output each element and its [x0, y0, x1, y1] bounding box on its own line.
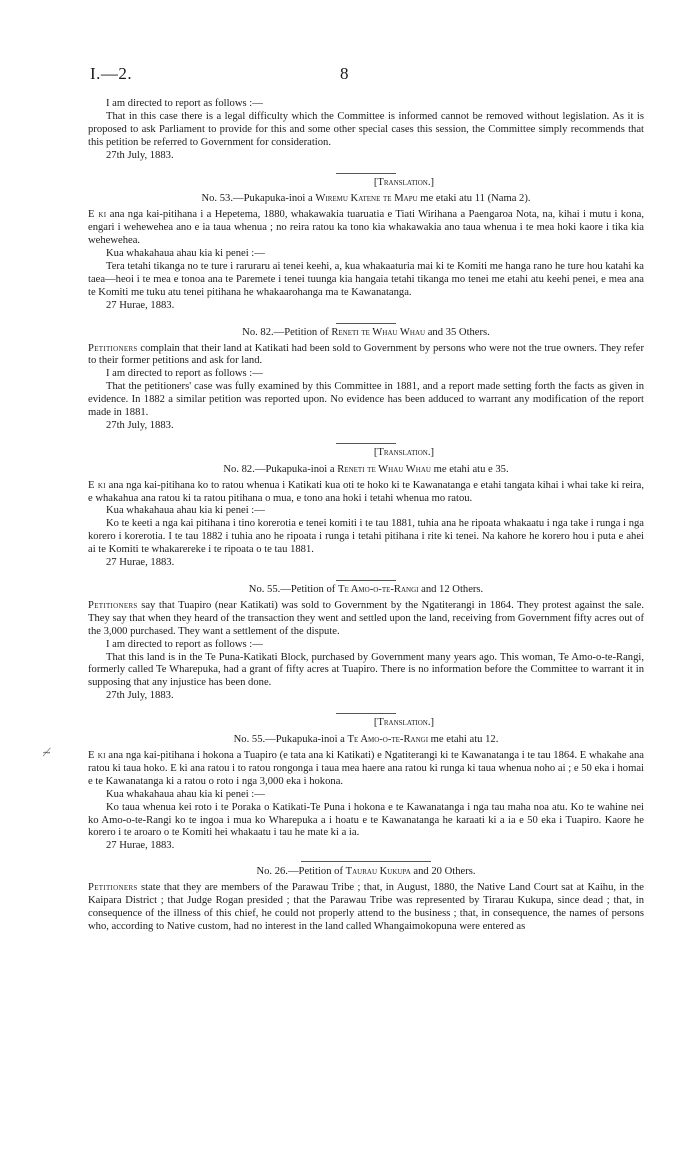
paragraph: [88, 368, 644, 381]
section-divider: [301, 861, 431, 862]
section-divider: [336, 173, 396, 174]
paragraph-text: Kua whakahaua ahau kia ki penei :—: [106, 248, 265, 260]
paragraph-text: say that Tuapiro (near Katikati) was sold to Government by the Ngatiterangi in 1864. They protest against the sale. They say that when they heard of the transaction they went and settled upon the land, receiving from Government fifty acres out of the 3,000 purchased. They want a settlement of the dispute.: [88, 599, 644, 637]
paragraph-text: 27 Hurae, 1883.: [106, 557, 175, 569]
petitioner-name: Reneti te Whau Whau: [337, 463, 431, 475]
paragraph: [88, 882, 644, 934]
heading-prefix: No. 55.—Petition of: [248, 584, 338, 595]
paragraph: [88, 209, 644, 248]
paragraph-text: Ko taua whenua kei roto i te Poraka o Katikati-Te Puna i hokona e te Kawanatanga i nga tau maha noa atu. Ko te wahine nei ko Amo-o-te-Rangi ko te ingoa i mua ko Wharepuka a i hoatu e te Kawanatanga he karaati ki a ia e 50 eka i Tuapiro. Kaore he korero i te aroaro o te Komiti hei whakaatu i tau he mate ki a ia.: [88, 801, 644, 839]
petitioner-name: Te Amo-o-te-Rangi: [337, 584, 419, 595]
paragraph: [88, 505, 644, 518]
paragraph-lead-word: E ki: [88, 209, 107, 221]
paragraph-text: That in this case there is a legal difficulty which the Committee is informed cannot be removed without legislation. As it is proposed to ask Parliament to provide for this and some other special cases this session, the Committee simply recommends that this petition be referred to Government for consideration.: [88, 110, 644, 148]
paragraph-text: 27 Hurae, 1883.: [106, 299, 175, 311]
petition-heading: [88, 584, 644, 597]
paragraph: [88, 261, 644, 300]
heading-prefix: No. 82.—Pukapuka-inoi a: [223, 463, 338, 475]
heading-suffix: me etahi atu e 35.: [430, 463, 509, 475]
paragraph-text: state that they are members of the Parawau Tribe ; that, in August, 1880, the Native Land Court sat at Kaihu, in the Kaipara District ; that Judge Rogan presided ; that the Parawau Tribe was represented by Tirarau Kukupa, since dead ; that, in consequence of the illness of this chief, he could not properly attend to the business ; that, in consequence, the names of persons who, according to Native custom, had no interest in the land called Whangaimokopuna were entered as: [88, 882, 644, 932]
paragraph-text: I am directed to report as follows :—: [106, 98, 263, 109]
petitioner-name: Taurau Kukupa: [345, 866, 411, 878]
heading-prefix: No. 82.—Petition of: [242, 326, 332, 338]
heading-suffix: me etahi atu 12.: [428, 734, 499, 746]
section-divider: [336, 323, 396, 324]
paragraph-text: ana nga kai-pitihana ko to ratou whenua i Katikati kua oti te hoko ki te Kawanatanga e etahi tangata kihai i whai take ki reira, e whakahua ana ratou ki ta ratou pitihana o mua, e tono ana hoki i tetahi whenua mo ratou.: [88, 479, 644, 504]
heading-suffix: and 35 Others.: [425, 326, 490, 338]
petition-heading: [88, 327, 644, 340]
petition-heading: [88, 734, 644, 747]
paragraph: [88, 652, 644, 691]
petitioner-name: Wiremu Katene te Mapu: [315, 193, 418, 205]
paragraph-text: Kua whakahaua ahau kia ki penei :—: [106, 788, 265, 800]
translation-label: [Translation.]: [373, 176, 434, 188]
paragraph: [88, 248, 644, 261]
paragraph-text: 27 Hurae, 1883.: [106, 840, 175, 852]
heading-suffix: me etaki atu 11 (Nama 2).: [417, 193, 531, 205]
paragraph-lead-word: E ki: [88, 749, 106, 761]
section-divider: [336, 580, 396, 581]
petitioner-name: Reneti te Whau Whau: [331, 326, 426, 338]
report-date: [88, 300, 644, 313]
paragraph-text: Tera tetahi tikanga no te ture i raruraru ai tenei keehi, a, kua whakaaturia mai ki te Komiti me hanga rano he ture hou katahi ka taea—heoi i te mea e tonoa ana te Paremete i tenei tuunga kia hangaia tetahi tikanga mo tenei me etahi atu keehi penei, e mea ana te Komiti me tuku atu tenei pitihana he whakaarohanga ma te Kawanatanga.: [88, 260, 644, 298]
page-number: 8: [340, 64, 349, 83]
translation-label: [Translation.]: [373, 446, 434, 458]
paragraph: [88, 381, 644, 420]
paragraph-text: 27th July, 1883.: [106, 419, 174, 431]
margin-annotation-mark: ≁: [42, 747, 52, 759]
paragraph-text: 27th July, 1883.: [106, 149, 174, 161]
translation-label: [Translation.]: [373, 717, 434, 729]
parliamentary-paper-reference: I.—2.: [90, 64, 133, 83]
report-date: [88, 840, 644, 853]
paragraph: [88, 750, 644, 789]
paragraph: [88, 802, 644, 841]
paragraph-text: That the petitioners' case was fully examined by this Committee in 1881, and a report made setting forth the facts as given in evidence. In 1882 a similar petition was reported upon. No evidence has been adduced to warrant any modification of the report made in 1881.: [88, 381, 644, 419]
paragraph-lead-word: Petitioners: [88, 342, 138, 354]
report-date: [88, 420, 644, 433]
paragraph-text: I am directed to report as follows :—: [106, 638, 263, 650]
heading-suffix: and 20 Others.: [410, 866, 476, 878]
paragraph-lead-word: Petitioners: [88, 882, 138, 894]
paragraph-text: ana nga kai-pitihana i hokona a Tuapiro (e tata ana ki Katikati) e Ngatiterangi ki te Kawanatanga i te tau 1864. E whakahe ana ratou ki taua hoko. E ki ana ratou i to ratou rongonga i taua mea haere ana ratou ki runga ki taua whenua noho ai ; e 50 eka i homai e te Kawanatanga ki a ratou o roto i nga 3,000 eka i hokona.: [88, 749, 644, 787]
paragraph-text: That this land is in the Te Puna-Katikati Block, purchased by Government many years ago. This woman, Te Amo-o-te-Rangi, formerly called Te Wharepuka, had a grant of fifty acres at Tuapiro. There is no information before the Committee to warrant it in supposing that any injustice has been done.: [88, 651, 644, 689]
petition-heading: [88, 193, 644, 206]
paragraph-lead-word: E ki: [88, 479, 106, 491]
heading-prefix: No. 55.—Pukapuka-inoi a: [233, 734, 348, 746]
paragraph: [88, 480, 644, 506]
petition-heading: [88, 866, 644, 879]
paragraph: [88, 639, 644, 652]
paragraph-text: complain that their land at Katikati had been sold to Government by persons who were not the true owners. They refer to their former petitions and ask for land.: [88, 342, 644, 367]
petition-heading: [88, 464, 644, 477]
paragraph: [88, 789, 644, 802]
section-divider: [336, 713, 396, 714]
petitioner-name: Te Amo-o-te-Rangi: [347, 734, 429, 746]
section-divider: [336, 443, 396, 444]
paragraph-text: Ko te keeti a nga kai pitihana i tino korerotia e tenei komiti i te tau 1881, tuhia ana he ripoata whakaatu i nga take i runga i nga korero i korerotia. I te tau 1882 i tuhia ano he ripoata i runga i tetahi pitihana i rite ki tenei. Na kahore he korero hou i puta e ahei ai te Komiti te whakarereke i te ripoata o te tau 1881.: [88, 518, 644, 556]
report-date: [88, 150, 644, 163]
paragraph-text: Kua whakahaua ahau kia ki penei :—: [106, 505, 265, 517]
paragraph-lead-word: Petitioners: [88, 599, 138, 611]
paragraph: [88, 343, 644, 369]
report-date: [88, 557, 644, 570]
paragraph: [88, 98, 644, 111]
heading-prefix: No. 53.—Pukapuka-inoi a: [201, 193, 316, 205]
paragraph-text: 27th July, 1883.: [106, 690, 174, 702]
paragraph-text: I am directed to report as follows :—: [106, 368, 263, 380]
paragraph-text: ana nga kai-pitihana i a Hepetema, 1880, whakawakia tuaruatia e Tiati Wirihana a Paengaroa Nota, na, kihai i mutu i kona, engari i wehewehea ano e ia taua whenua ; no reira ratou ka tono kia whakawakia ano taua whenua i te mea hoki kaore i tika kia wehewehea.: [88, 209, 644, 247]
heading-suffix: and 12 Others.: [418, 584, 484, 595]
document-body: [88, 98, 644, 934]
paragraph: [88, 518, 644, 557]
paragraph: [88, 111, 644, 150]
heading-prefix: No. 26.—Petition of: [256, 866, 346, 878]
report-date: [88, 690, 644, 703]
paragraph: [88, 600, 644, 639]
